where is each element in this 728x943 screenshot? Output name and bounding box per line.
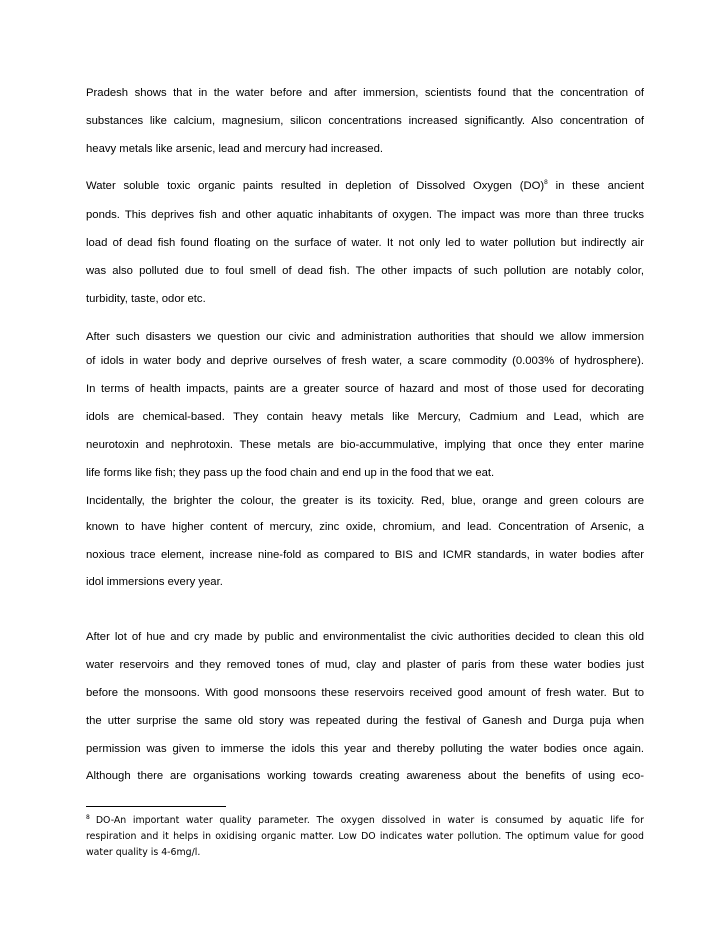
footnote-line bbox=[86, 814, 644, 827]
text-line: turbidity, taste, odor etc. bbox=[86, 293, 206, 305]
footnote-text: DO-An important water quality parameter. The oxygen dissolved in water is consumed by aquatic life for bbox=[95, 815, 644, 826]
text-line: permission was given to immerse the idols this year and thereby polluting the water bodies once again. bbox=[86, 743, 644, 755]
footnote-number: 8 bbox=[86, 813, 90, 821]
text-line: water reservoirs and they removed tones of mud, clay and plaster of paris from these water bodies just bbox=[86, 659, 644, 671]
text-line: the utter surprise the same old story was repeated during the festival of Ganesh and Durga puja when bbox=[86, 715, 644, 727]
text-segment: in these ancient bbox=[547, 180, 644, 192]
text-line: substances like calcium, magnesium, silicon concentrations increased significantly. Also concentration of bbox=[86, 115, 644, 127]
text-line: of idols in water body and deprive ourselves of fresh water, a scare commodity (0.003% of hydrosphere). bbox=[86, 355, 644, 367]
text-line: Incidentally, the brighter the colour, the greater is its toxicity. Red, blue, orange and green colours are bbox=[86, 495, 644, 507]
text-line: After lot of hue and cry made by public and environmentalist the civic authorities decided to clean this old bbox=[86, 631, 644, 643]
text-line: idols are chemical-based. They contain heavy metals like Mercury, Cadmium and Lead, which are bbox=[86, 411, 644, 423]
footnote-reference: 8 bbox=[544, 179, 548, 187]
text-line: heavy metals like arsenic, lead and mercury had increased. bbox=[86, 143, 384, 155]
text-line: noxious trace element, increase nine-fold as compared to BIS and ICMR standards, in water bodies after bbox=[86, 549, 644, 561]
text-line: life forms like fish; they pass up the food chain and end up in the food that we eat. bbox=[86, 467, 495, 479]
text-line: was also polluted due to foul smell of dead fish. The other impacts of such pollution are notably color, bbox=[86, 265, 644, 277]
text-line: known to have higher content of mercury, zinc oxide, chromium, and lead. Concentration of Arsenic, a bbox=[86, 521, 644, 533]
text-line: idol immersions every year. bbox=[86, 576, 223, 588]
text-line: neurotoxin and nephrotoxin. These metals are bio-accummulative, implying that once they enter marine bbox=[86, 439, 644, 451]
text-line: In terms of health impacts, paints are a greater source of hazard and most of those used for decorating bbox=[86, 383, 644, 395]
footnote-line: respiration and it helps in oxidising organic matter. Low DO indicates water pollution. The optimum value for good bbox=[86, 831, 644, 842]
text-segment: Water soluble toxic organic paints resulted in depletion of Dissolved Oxygen (DO) bbox=[86, 180, 545, 192]
text-line: before the monsoons. With good monsoons these reservoirs received good amount of fresh water. But to bbox=[86, 687, 644, 699]
text-line: Although there are organisations working towards creating awareness about the benefits of using eco- bbox=[86, 770, 644, 782]
text-line: After such disasters we question our civic and administration authorities that should we allow immersion bbox=[86, 331, 644, 343]
text-line: load of dead fish found floating on the surface of water. It not only led to water pollution but indirectly air bbox=[86, 237, 644, 249]
footnote-separator bbox=[86, 806, 226, 807]
text-line: Pradesh shows that in the water before and after immersion, scientists found that the concentration of bbox=[86, 87, 644, 99]
footnote-line: water quality is 4-6mg/l. bbox=[86, 847, 201, 858]
text-line bbox=[86, 179, 644, 193]
text-line: ponds. This deprives fish and other aquatic inhabitants of oxygen. The impact was more than three trucks bbox=[86, 209, 644, 221]
